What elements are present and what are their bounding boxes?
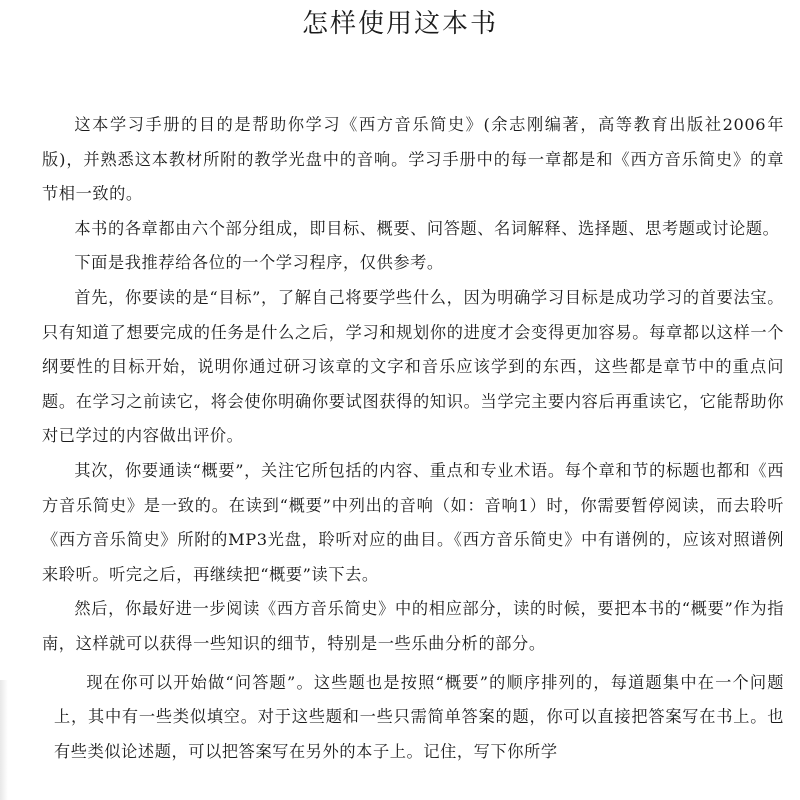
paragraph-purpose: 这本学习手册的目的是帮助你学习《西方音乐简史》(余志刚编著，高等教育出版社2006年版)，并熟悉这本教材所附的教学光盘中的音响。学习手册中的每一章都是和《西方音乐简史》的章节相一致的。	[42, 115, 784, 204]
paragraph-questions: 现在你可以开始做“问答题”。这些题也是按照“概要”的顺序排列的，每道题集中在一个问题上，其中有一些类似填空。对于这些题和一些只需简单答案的题，你可以直接把答案写在书上。也有些类似论述题，可以把答案写在另外的本子上。记住，写下你所学	[54, 672, 784, 761]
paragraph-summary: 其次，你要通读“概要”，关注它所包括的内容、重点和专业术语。每个章和节的标题也都和《西方音乐简史》是一致的。在读到“概要”中列出的音响（如：音响1）时，你需要暂停阅读，而去聆听《西方音乐简史》所附的MP3光盘，聆听对应的曲目。《西方音乐简史》中有谱例的，应该对照谱例来聆听。听完之后，再继续把“概要”读下去。	[42, 460, 784, 584]
body-text	[42, 108, 784, 769]
paragraph-objectives: 首先，你要读的是“目标”，了解自己将要学些什么，因为明确学习目标是成功学习的首要法宝。只有知道了想要完成的任务是什么之后，学习和规划你的进度才会变得更加容易。每章都以这样一个纲要性的目标开始，说明你通过研习该章的文字和音乐应该学到的东西，这些都是章节中的重点问题。在学习之前读它，将会使你明确你要试图获得的知识。当学完主要内容后再重读它，它能帮助你对已学过的内容做出评价。	[42, 287, 784, 446]
paragraph-recommendation: 下面是我推荐给各位的一个学习程序，仅供参考。	[74, 253, 444, 273]
page-edge-shadow	[0, 680, 8, 800]
page-title: 怎样使用这本书	[301, 9, 498, 39]
paragraph-structure: 本书的各章都由六个部分组成，即目标、概要、问答题、名词解释、选择题、思考题或讨论题。	[74, 218, 780, 238]
paragraph-further-reading: 然后，你最好进一步阅读《西方音乐简史》中的相应部分，读的时候，要把本书的“概要”作为指南，这样就可以获得一些知识的细节，特别是一些乐曲分析的部分。	[42, 599, 784, 653]
